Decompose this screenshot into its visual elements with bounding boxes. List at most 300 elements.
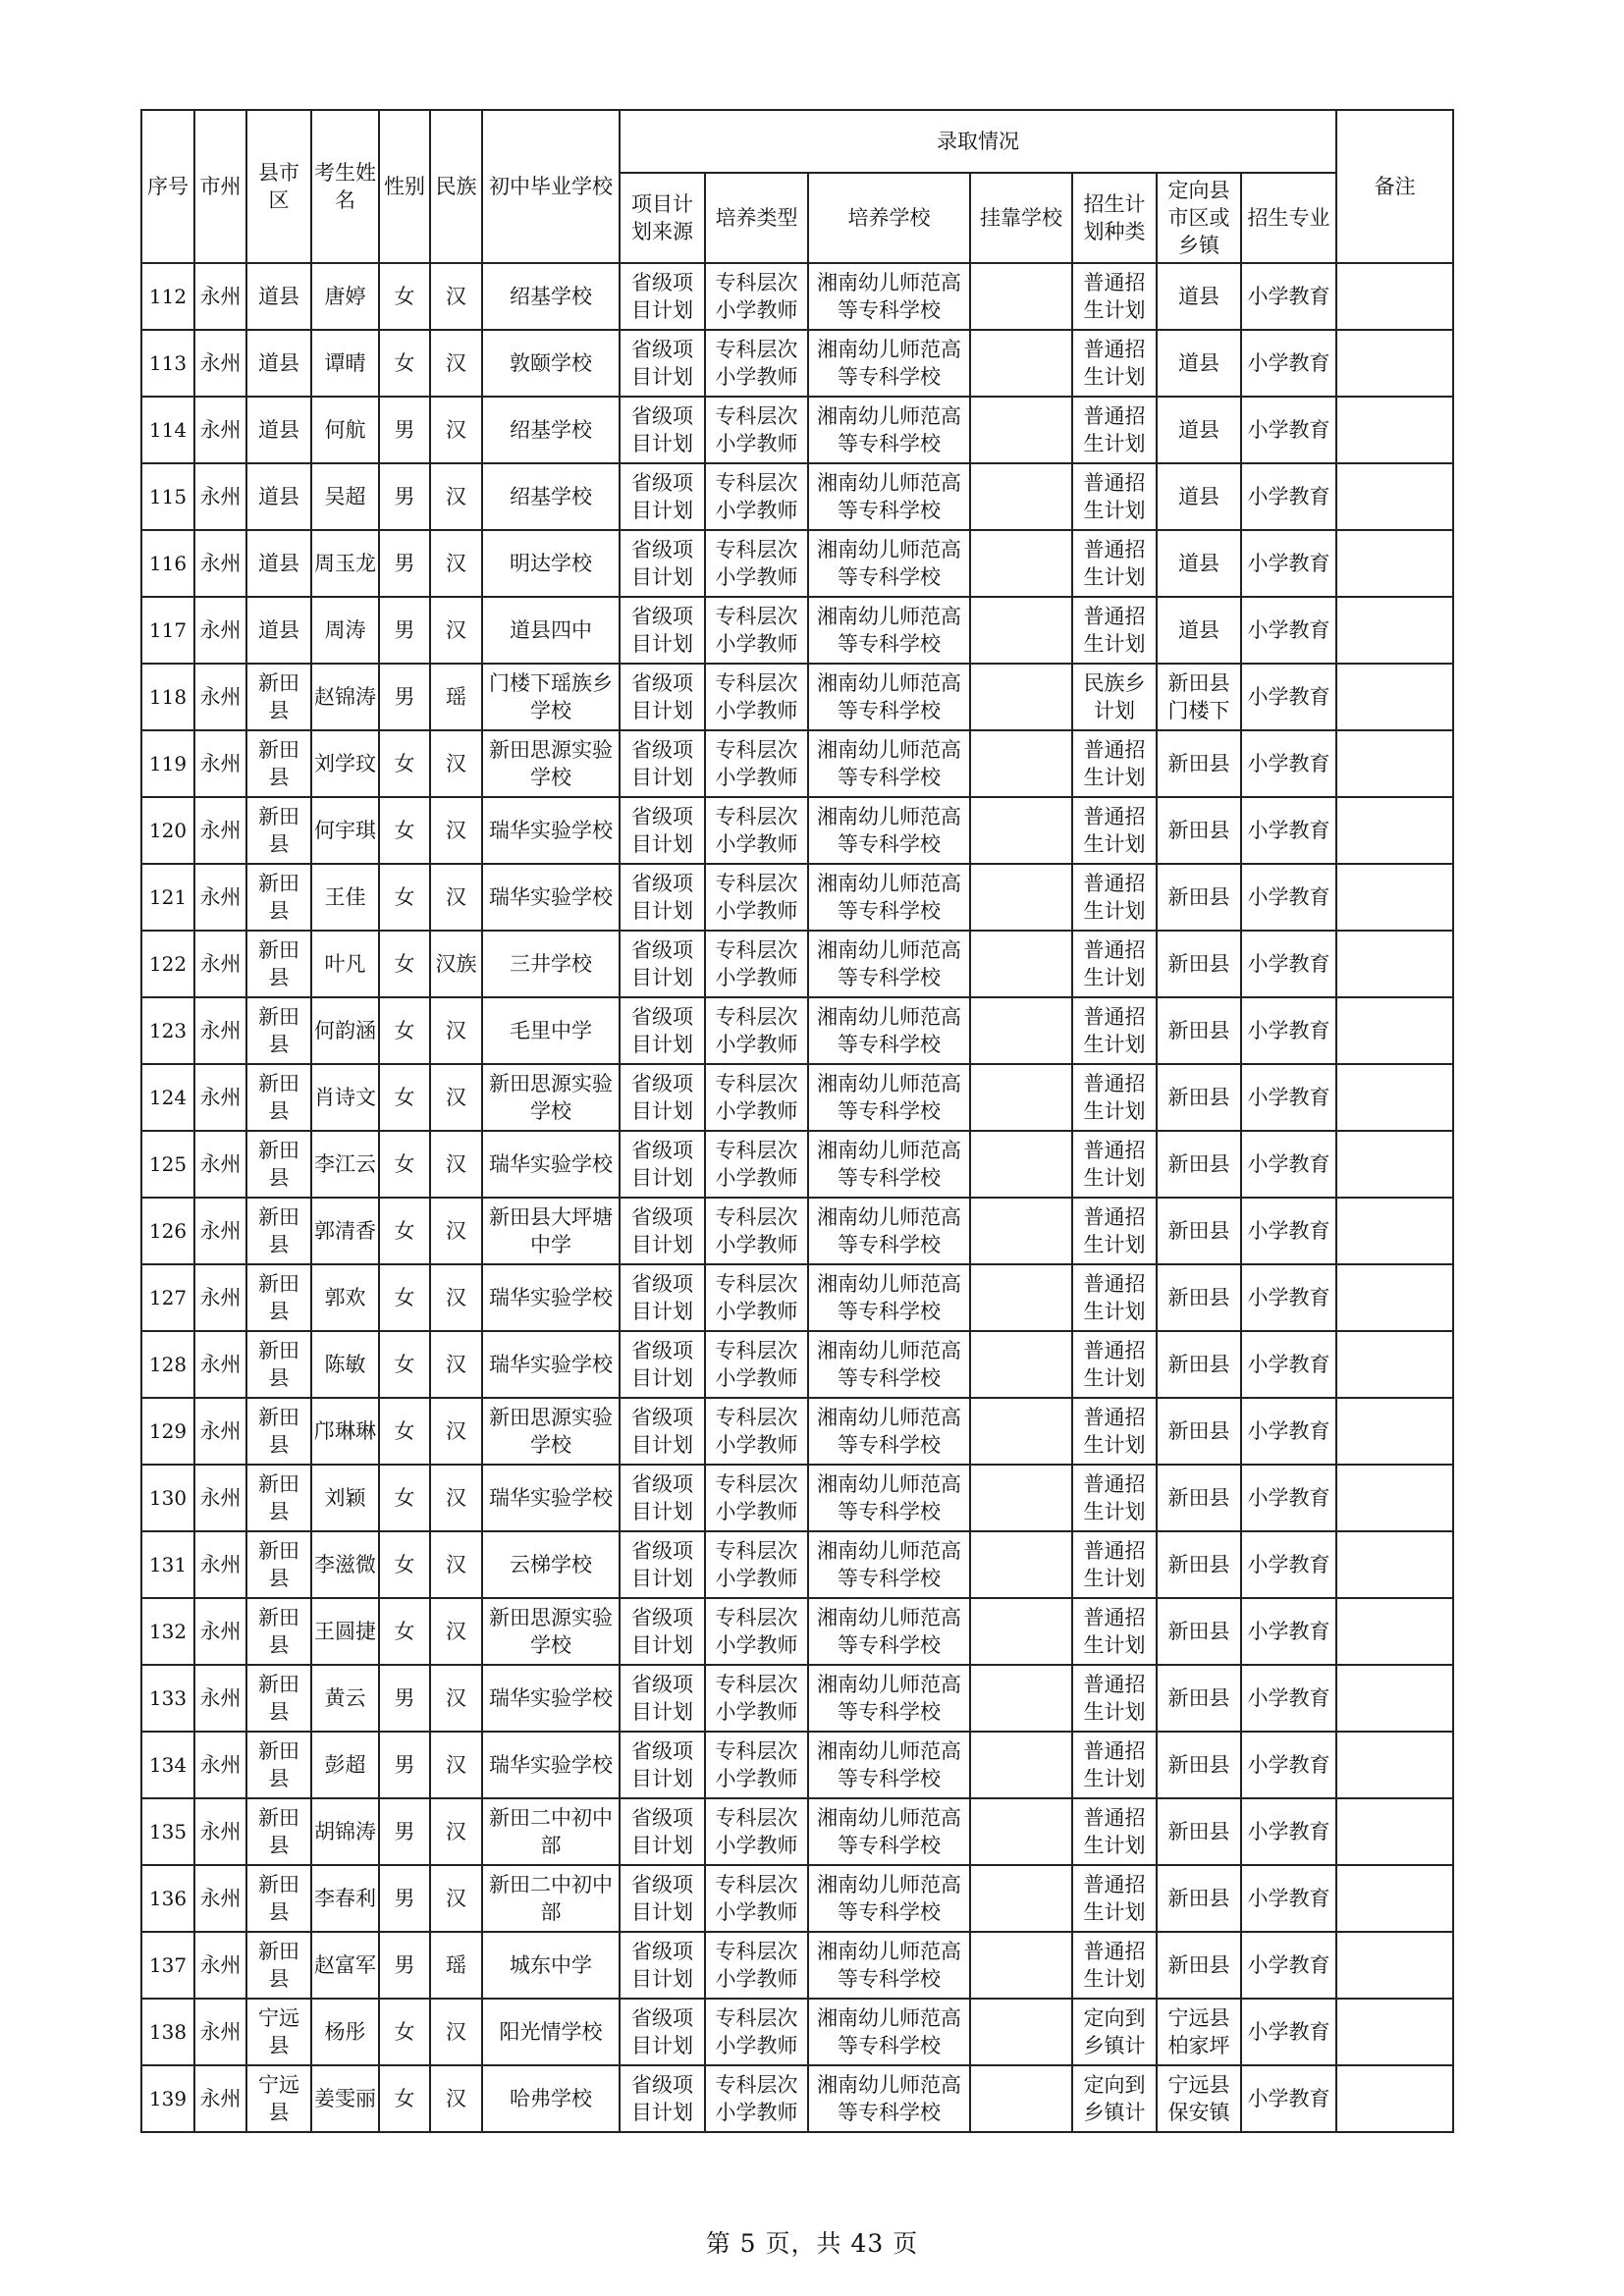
- cell-seq: [141, 931, 194, 997]
- cell-gender-text: 男: [394, 1753, 415, 1777]
- cell-plan-source: [620, 1264, 705, 1331]
- cell-training-type-text: 专科层次小学教师: [715, 2006, 798, 2057]
- cell-seq-text: 136: [148, 1887, 188, 1910]
- cell-plan-source-text: 省级项目计划: [631, 1272, 693, 1323]
- cell-city: [194, 463, 246, 530]
- cell-plan-source: [620, 1531, 705, 1598]
- cell-plan-kind-text: 普通招生计划: [1083, 1339, 1146, 1390]
- cell-target-area-text: 新田县门楼下: [1167, 671, 1230, 722]
- cell-middle-school: [482, 397, 620, 463]
- cell-training-school-text: 湘南幼儿师范高等专科学校: [817, 538, 961, 589]
- cell-middle-school: [482, 1198, 620, 1264]
- cell-ethnicity: [430, 1064, 482, 1131]
- cell-plan-source: [620, 931, 705, 997]
- cell-target-area: [1157, 730, 1241, 797]
- cell-gender: [379, 597, 430, 664]
- cell-major-text: 小学教育: [1247, 1419, 1330, 1443]
- cell-name-text: 胡锦涛: [314, 1820, 376, 1843]
- cell-training-school-text: 湘南幼儿师范高等专科学校: [817, 605, 961, 656]
- cell-gender: [379, 1198, 430, 1264]
- cell-middle-school-text: 瑞华实验学校: [489, 1753, 613, 1777]
- cell-ethnicity-text: 汉: [446, 1286, 466, 1309]
- cell-training-school-text: 湘南幼儿师范高等专科学校: [817, 1539, 961, 1590]
- cell-target-area: [1157, 1398, 1241, 1465]
- cell-name-text: 郭欢: [324, 1286, 366, 1309]
- cell-plan-source: [620, 1999, 705, 2065]
- cell-ethnicity-text: 汉: [446, 819, 466, 842]
- cell-gender: [379, 263, 430, 330]
- cell-training-school: [808, 1398, 970, 1465]
- cell-plan-kind: [1072, 263, 1157, 330]
- cell-county: [246, 1665, 311, 1732]
- cell-seq-text: 119: [148, 752, 188, 775]
- cell-name: [311, 1131, 379, 1198]
- cell-training-school: [808, 931, 970, 997]
- cell-name: [311, 597, 379, 664]
- cell-training-type: [705, 463, 808, 530]
- cell-plan-source: [620, 1398, 705, 1465]
- cell-training-school-text: 湘南幼儿师范高等专科学校: [817, 1139, 961, 1190]
- cell-plan-kind: [1072, 1198, 1157, 1264]
- cell-county: [246, 1131, 311, 1198]
- cell-training-school: [808, 397, 970, 463]
- cell-gender-text: 男: [394, 685, 415, 709]
- cell-remark: [1336, 1999, 1453, 2065]
- cell-name-text: 李春利: [314, 1887, 376, 1910]
- cell-plan-source-text: 省级项目计划: [631, 338, 693, 389]
- cell-middle-school: [482, 2065, 620, 2132]
- cell-gender: [379, 1064, 430, 1131]
- cell-middle-school-text: 道县四中: [510, 618, 592, 642]
- cell-major-text: 小学教育: [1247, 1019, 1330, 1042]
- cell-major: [1241, 1264, 1336, 1331]
- cell-ethnicity-text: 汉: [446, 1820, 466, 1843]
- cell-target-area: [1157, 263, 1241, 330]
- cell-remark: [1336, 931, 1453, 997]
- cell-major-text: 小学教育: [1247, 1219, 1330, 1243]
- cell-plan-kind-text: 普通招生计划: [1083, 872, 1146, 923]
- cell-major-text: 小学教育: [1247, 752, 1330, 775]
- cell-affiliated-school: [970, 1198, 1072, 1264]
- cell-county: [246, 1732, 311, 1798]
- cell-middle-school-text: 城东中学: [510, 1953, 592, 1977]
- cell-middle-school-text: 三井学校: [510, 952, 592, 976]
- cell-training-school: [808, 2065, 970, 2132]
- cell-county-text: 新田县: [258, 1539, 299, 1590]
- cell-training-school-text: 湘南幼儿师范高等专科学校: [817, 2073, 961, 2124]
- cell-training-type: [705, 797, 808, 864]
- cell-gender: [379, 1865, 430, 1932]
- table-row: [141, 1865, 1453, 1932]
- cell-seq: [141, 1064, 194, 1131]
- cell-ethnicity: [430, 1798, 482, 1865]
- cell-plan-source-text: 省级项目计划: [631, 404, 693, 455]
- cell-county: [246, 397, 311, 463]
- cell-affiliated-school: [970, 864, 1072, 931]
- cell-seq: [141, 1865, 194, 1932]
- cell-gender: [379, 797, 430, 864]
- header-county: 县市区: [246, 110, 311, 263]
- cell-plan-kind-text: 普通招生计划: [1083, 1606, 1146, 1657]
- cell-plan-kind: [1072, 1398, 1157, 1465]
- cell-plan-source: [620, 1331, 705, 1398]
- cell-plan-source: [620, 1732, 705, 1798]
- cell-name: [311, 797, 379, 864]
- cell-name-text: 周玉龙: [314, 552, 376, 575]
- cell-plan-kind-text: 定向到乡镇计: [1083, 2006, 1146, 2057]
- cell-target-area-text: 新田县: [1167, 1620, 1230, 1643]
- cell-middle-school-text: 毛里中学: [510, 1019, 592, 1042]
- cell-name: [311, 463, 379, 530]
- cell-ethnicity-text: 汉: [446, 1086, 466, 1109]
- cell-county: [246, 463, 311, 530]
- cell-training-school: [808, 263, 970, 330]
- cell-training-school: [808, 1198, 970, 1264]
- cell-training-type: [705, 530, 808, 597]
- cell-plan-kind-text: 普通招生计划: [1083, 338, 1146, 389]
- cell-middle-school-text: 明达学校: [510, 552, 592, 575]
- cell-gender: [379, 397, 430, 463]
- cell-county-text: 道县: [258, 285, 299, 308]
- cell-county: [246, 1598, 311, 1665]
- cell-training-school-text: 湘南幼儿师范高等专科学校: [817, 738, 961, 789]
- cell-name: [311, 1798, 379, 1865]
- cell-county: [246, 1798, 311, 1865]
- cell-plan-kind: [1072, 797, 1157, 864]
- cell-ethnicity: [430, 397, 482, 463]
- cell-name-text: 何宇琪: [314, 819, 376, 842]
- cell-training-type-text: 专科层次小学教师: [715, 872, 798, 923]
- cell-county-text: 新田县: [258, 1072, 299, 1123]
- cell-target-area-text: 道县: [1178, 351, 1219, 375]
- cell-middle-school: [482, 530, 620, 597]
- cell-county: [246, 1932, 311, 1999]
- table-row: [141, 1264, 1453, 1331]
- cell-gender: [379, 1598, 430, 1665]
- cell-target-area: [1157, 463, 1241, 530]
- cell-middle-school: [482, 330, 620, 397]
- cell-name-text: 叶凡: [324, 952, 366, 976]
- cell-name-text: 何航: [324, 418, 366, 442]
- cell-gender-text: 女: [394, 2020, 415, 2044]
- cell-major-text: 小学教育: [1247, 1686, 1330, 1710]
- cell-city-text: 永州: [199, 2087, 242, 2110]
- cell-middle-school: [482, 864, 620, 931]
- cell-seq: [141, 1598, 194, 1665]
- cell-county-text: 新田县: [258, 1139, 299, 1190]
- cell-major-text: 小学教育: [1247, 552, 1330, 575]
- cell-major: [1241, 597, 1336, 664]
- cell-plan-source-text: 省级项目计划: [631, 738, 693, 789]
- cell-major: [1241, 1064, 1336, 1131]
- cell-training-type: [705, 1732, 808, 1798]
- cell-seq: [141, 1131, 194, 1198]
- cell-county-text: 新田县: [258, 1472, 299, 1523]
- cell-gender: [379, 931, 430, 997]
- cell-gender-text: 女: [394, 1219, 415, 1243]
- cell-affiliated-school: [970, 664, 1072, 730]
- cell-training-school-text: 湘南幼儿师范高等专科学校: [817, 805, 961, 856]
- cell-plan-source-text: 省级项目计划: [631, 938, 693, 989]
- cell-gender: [379, 463, 430, 530]
- cell-training-school-text: 湘南幼儿师范高等专科学校: [817, 1272, 961, 1323]
- cell-training-school-text: 湘南幼儿师范高等专科学校: [817, 671, 961, 722]
- cell-middle-school: [482, 1932, 620, 1999]
- cell-major: [1241, 463, 1336, 530]
- cell-training-school-text: 湘南幼儿师范高等专科学校: [817, 1205, 961, 1256]
- cell-city: [194, 1999, 246, 2065]
- cell-remark: [1336, 1465, 1453, 1531]
- header-training-school: 培养学校: [808, 173, 970, 263]
- cell-gender-text: 男: [394, 1887, 415, 1910]
- table-row: [141, 1198, 1453, 1264]
- cell-training-school-text: 湘南幼儿师范高等专科学校: [817, 471, 961, 522]
- cell-plan-kind-text: 普通招生计划: [1083, 1272, 1146, 1323]
- cell-training-type: [705, 1865, 808, 1932]
- cell-affiliated-school: [970, 1064, 1072, 1131]
- cell-seq: [141, 730, 194, 797]
- cell-middle-school: [482, 1331, 620, 1398]
- cell-middle-school: [482, 1531, 620, 1598]
- cell-training-type: [705, 1465, 808, 1531]
- cell-city-text: 永州: [199, 1953, 242, 1977]
- cell-training-school: [808, 597, 970, 664]
- cell-training-type-text: 专科层次小学教师: [715, 404, 798, 455]
- table-row: [141, 2065, 1453, 2132]
- cell-major: [1241, 1932, 1336, 1999]
- cell-target-area: [1157, 1865, 1241, 1932]
- cell-remark: [1336, 864, 1453, 931]
- cell-middle-school: [482, 597, 620, 664]
- cell-plan-source: [620, 997, 705, 1064]
- cell-plan-source: [620, 330, 705, 397]
- cell-name: [311, 397, 379, 463]
- cell-target-area: [1157, 2065, 1241, 2132]
- cell-middle-school-text: 新田思源实验学校: [489, 738, 613, 789]
- cell-city-text: 永州: [199, 1686, 242, 1710]
- cell-plan-source-text: 省级项目计划: [631, 1005, 693, 1056]
- cell-name-text: 陈敏: [324, 1353, 366, 1376]
- cell-middle-school: [482, 1131, 620, 1198]
- cell-middle-school: [482, 664, 620, 730]
- cell-affiliated-school: [970, 1598, 1072, 1665]
- cell-ethnicity-text: 汉: [446, 618, 466, 642]
- cell-seq: [141, 1264, 194, 1331]
- cell-middle-school: [482, 1999, 620, 2065]
- table-row: [141, 1932, 1453, 1999]
- cell-gender: [379, 997, 430, 1064]
- cell-training-type-text: 专科层次小学教师: [715, 1205, 798, 1256]
- table-row: [141, 397, 1453, 463]
- cell-major-text: 小学教育: [1247, 885, 1330, 909]
- cell-plan-kind: [1072, 1932, 1157, 1999]
- cell-training-school-text: 湘南幼儿师范高等专科学校: [817, 1005, 961, 1056]
- cell-ethnicity-text: 汉: [446, 2087, 466, 2110]
- cell-county: [246, 664, 311, 730]
- cell-major: [1241, 1865, 1336, 1932]
- cell-gender-text: 男: [394, 618, 415, 642]
- cell-middle-school-text: 新田思源实验学校: [489, 1072, 613, 1123]
- table-row: [141, 797, 1453, 864]
- cell-remark: [1336, 1131, 1453, 1198]
- cell-plan-source-text: 省级项目计划: [631, 1806, 693, 1857]
- cell-seq: [141, 463, 194, 530]
- cell-plan-kind-text: 普通招生计划: [1083, 1806, 1146, 1857]
- cell-plan-kind: [1072, 463, 1157, 530]
- table-row: [141, 597, 1453, 664]
- cell-target-area-text: 新田县: [1167, 1286, 1230, 1309]
- cell-plan-kind: [1072, 397, 1157, 463]
- cell-seq-text: 139: [148, 2087, 188, 2110]
- cell-plan-kind-text: 普通招生计划: [1083, 1472, 1146, 1523]
- cell-plan-kind: [1072, 664, 1157, 730]
- cell-training-school-text: 湘南幼儿师范高等专科学校: [817, 2006, 961, 2057]
- cell-middle-school-text: 绍基学校: [510, 485, 592, 508]
- cell-ethnicity-text: 汉: [446, 285, 466, 308]
- cell-target-area: [1157, 397, 1241, 463]
- cell-affiliated-school: [970, 1665, 1072, 1732]
- cell-plan-source: [620, 463, 705, 530]
- cell-major-text: 小学教育: [1247, 485, 1330, 508]
- cell-plan-source-text: 省级项目计划: [631, 1606, 693, 1657]
- cell-middle-school-text: 新田二中初中部: [489, 1806, 613, 1857]
- cell-name-text: 杨彤: [324, 2020, 366, 2044]
- cell-target-area-text: 新田县: [1167, 819, 1230, 842]
- cell-remark: [1336, 463, 1453, 530]
- cell-gender-text: 男: [394, 1820, 415, 1843]
- cell-seq: [141, 797, 194, 864]
- header-gender: 性别: [379, 110, 430, 263]
- cell-target-area: [1157, 1598, 1241, 1665]
- cell-target-area-text: 道县: [1178, 485, 1219, 508]
- cell-city-text: 永州: [199, 1620, 242, 1643]
- cell-name: [311, 931, 379, 997]
- cell-major: [1241, 397, 1336, 463]
- cell-plan-kind-text: 普通招生计划: [1083, 1873, 1146, 1924]
- cell-gender-text: 女: [394, 885, 415, 909]
- cell-plan-source-text: 省级项目计划: [631, 1072, 693, 1123]
- cell-training-school-text: 湘南幼儿师范高等专科学校: [817, 1339, 961, 1390]
- cell-target-area-text: 道县: [1178, 618, 1219, 642]
- cell-city-text: 永州: [199, 351, 242, 375]
- cell-target-area-text: 新田县: [1167, 1486, 1230, 1510]
- cell-plan-source: [620, 797, 705, 864]
- cell-target-area: [1157, 1732, 1241, 1798]
- cell-training-type: [705, 1932, 808, 1999]
- cell-training-school: [808, 330, 970, 397]
- cell-target-area: [1157, 1465, 1241, 1531]
- cell-training-type: [705, 1665, 808, 1732]
- cell-affiliated-school: [970, 1398, 1072, 1465]
- cell-county-text: 新田县: [258, 805, 299, 856]
- cell-seq-text: 133: [148, 1686, 188, 1710]
- cell-remark: [1336, 1798, 1453, 1865]
- cell-city: [194, 797, 246, 864]
- cell-major: [1241, 730, 1336, 797]
- cell-training-type: [705, 1798, 808, 1865]
- cell-plan-kind-text: 普通招生计划: [1083, 1406, 1146, 1457]
- cell-ethnicity-text: 汉: [446, 1353, 466, 1376]
- cell-middle-school-text: 新田县大坪塘中学: [489, 1205, 613, 1256]
- cell-training-type: [705, 1131, 808, 1198]
- cell-city-text: 永州: [199, 2020, 242, 2044]
- cell-gender-text: 男: [394, 1686, 415, 1710]
- cell-name: [311, 2065, 379, 2132]
- cell-ethnicity: [430, 330, 482, 397]
- table-row: [141, 330, 1453, 397]
- cell-name: [311, 997, 379, 1064]
- cell-training-type: [705, 263, 808, 330]
- cell-city-text: 永州: [199, 1820, 242, 1843]
- cell-remark: [1336, 1665, 1453, 1732]
- cell-remark: [1336, 2065, 1453, 2132]
- cell-training-type: [705, 997, 808, 1064]
- cell-plan-source: [620, 664, 705, 730]
- cell-major-text: 小学教育: [1247, 2087, 1330, 2110]
- cell-training-type-text: 专科层次小学教师: [715, 271, 798, 322]
- cell-gender-text: 女: [394, 1286, 415, 1309]
- table-row: [141, 1732, 1453, 1798]
- cell-city: [194, 1598, 246, 1665]
- cell-seq: [141, 397, 194, 463]
- cell-gender-text: 女: [394, 1353, 415, 1376]
- cell-city-text: 永州: [199, 1553, 242, 1576]
- cell-name-text: 邝琳琳: [314, 1419, 376, 1443]
- admission-table: [140, 109, 1454, 2133]
- cell-middle-school: [482, 1732, 620, 1798]
- cell-remark: [1336, 1331, 1453, 1398]
- cell-remark: [1336, 263, 1453, 330]
- cell-plan-kind: [1072, 1798, 1157, 1865]
- cell-city: [194, 1732, 246, 1798]
- cell-ethnicity: [430, 730, 482, 797]
- cell-plan-kind-text: 普通招生计划: [1083, 1673, 1146, 1724]
- cell-county: [246, 730, 311, 797]
- table-row: [141, 997, 1453, 1064]
- header-plan-source: 项目计划来源: [620, 173, 705, 263]
- cell-major: [1241, 664, 1336, 730]
- cell-gender: [379, 664, 430, 730]
- cell-seq-text: 116: [148, 552, 188, 575]
- cell-county: [246, 263, 311, 330]
- cell-major: [1241, 1665, 1336, 1732]
- cell-seq: [141, 1732, 194, 1798]
- cell-major-text: 小学教育: [1247, 819, 1330, 842]
- header-training-type: 培养类型: [705, 173, 808, 263]
- cell-gender-text: 男: [394, 418, 415, 442]
- cell-target-area-text: 新田县: [1167, 1553, 1230, 1576]
- cell-affiliated-school: [970, 1264, 1072, 1331]
- cell-plan-source: [620, 1798, 705, 1865]
- cell-plan-source-text: 省级项目计划: [631, 671, 693, 722]
- cell-county: [246, 864, 311, 931]
- cell-ethnicity-text: 汉: [446, 418, 466, 442]
- table-row: [141, 1398, 1453, 1465]
- table-row: [141, 463, 1453, 530]
- cell-plan-kind-text: 普通招生计划: [1083, 1739, 1146, 1790]
- cell-county: [246, 1331, 311, 1398]
- cell-middle-school: [482, 1798, 620, 1865]
- cell-training-school: [808, 1732, 970, 1798]
- cell-target-area-text: 新田县: [1167, 1820, 1230, 1843]
- cell-ethnicity-text: 汉族: [435, 952, 477, 976]
- cell-training-type: [705, 1999, 808, 2065]
- cell-target-area-text: 新田县: [1167, 885, 1230, 909]
- cell-plan-source-text: 省级项目计划: [631, 1139, 693, 1190]
- cell-middle-school: [482, 1665, 620, 1732]
- cell-target-area: [1157, 1264, 1241, 1331]
- cell-target-area: [1157, 797, 1241, 864]
